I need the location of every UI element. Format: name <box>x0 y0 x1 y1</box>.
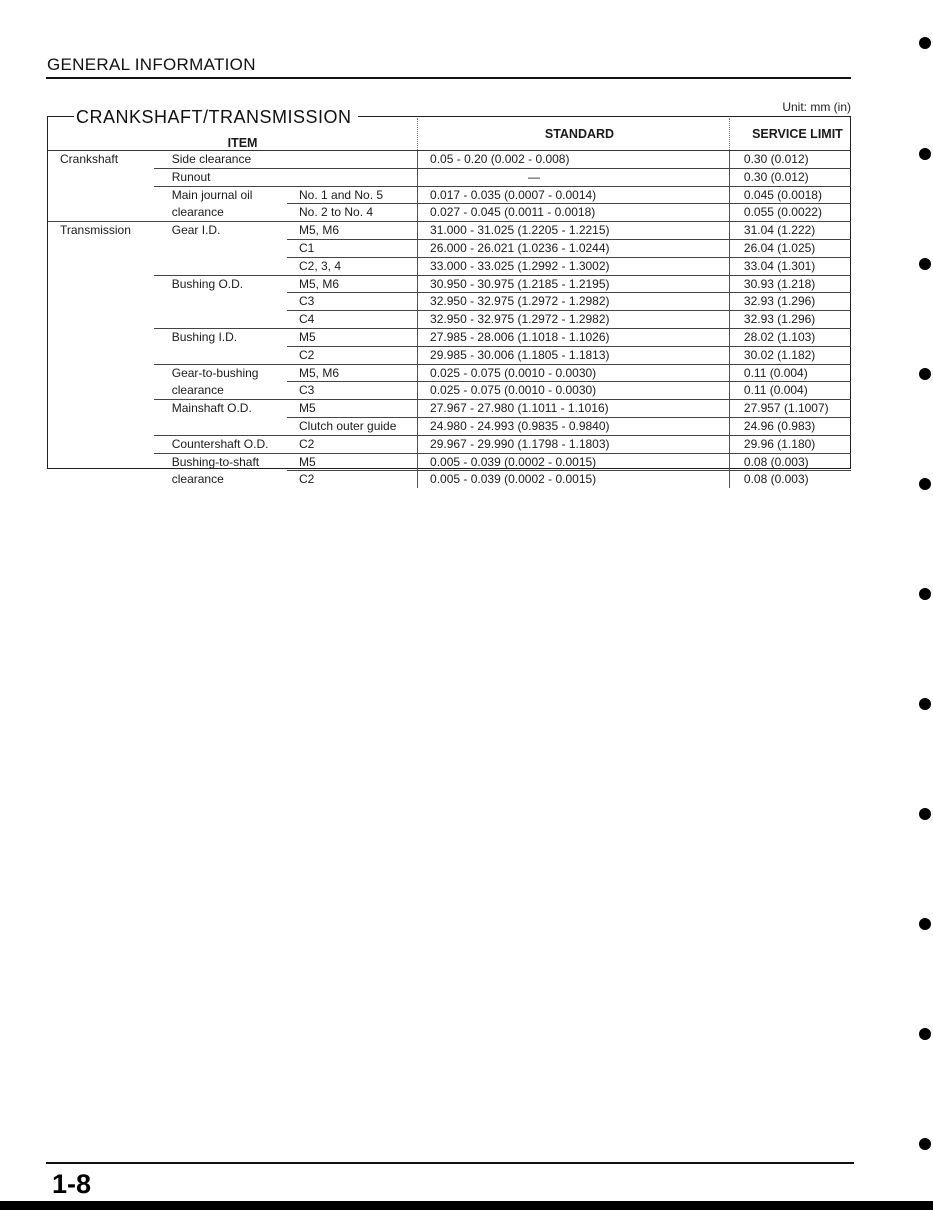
binding-hole-icon <box>919 258 931 270</box>
table-row <box>48 400 851 418</box>
item-cell: Bushing O.D. <box>171 276 244 291</box>
limit-cell: 32.93 (1.296) <box>729 293 851 311</box>
limit-cell: 0.30 (0.012) <box>729 151 851 169</box>
item-cell <box>154 257 287 275</box>
group-cell <box>48 417 154 435</box>
sub-item-cell: M5, M6 <box>287 222 418 240</box>
sub-item-cell: No. 1 and No. 5 <box>287 186 418 204</box>
page-number: 1-8 <box>52 1169 92 1199</box>
standard-cell: 32.950 - 32.975 (1.2972 - 1.2982) <box>418 311 730 329</box>
header-standard: STANDARD <box>418 118 730 151</box>
standard-cell: 24.980 - 24.993 (0.9835 - 0.9840) <box>418 417 730 435</box>
limit-cell: 31.04 (1.222) <box>729 222 851 240</box>
item-cell <box>154 239 287 257</box>
limit-cell: 0.11 (0.004) <box>729 364 851 382</box>
group-cell <box>48 364 154 382</box>
item-cell <box>154 311 287 329</box>
table-row <box>48 275 851 293</box>
standard-cell: 33.000 - 33.025 (1.2992 - 1.3002) <box>418 257 730 275</box>
standard-cell: 0.005 - 0.039 (0.0002 - 0.0015) <box>418 453 730 471</box>
binding-hole-icon <box>919 368 931 380</box>
standard-cell: 27.967 - 27.980 (1.1011 - 1.1016) <box>418 400 730 418</box>
limit-cell: 0.11 (0.004) <box>729 382 851 400</box>
limit-cell: 0.08 (0.003) <box>729 471 851 488</box>
item-cell: Bushing I.D. <box>171 329 238 344</box>
limit-cell: 27.957 (1.1007) <box>729 400 851 418</box>
group-cell: Transmission <box>60 223 131 238</box>
sub-item-cell: M5, M6 <box>287 275 418 293</box>
standard-cell: 31.000 - 31.025 (1.2205 - 1.2215) <box>418 222 730 240</box>
table-row <box>48 346 851 364</box>
unit-label: Unit: mm (in) <box>782 100 851 114</box>
table-row <box>48 293 851 311</box>
header-service-limit: SERVICE LIMIT <box>729 118 851 151</box>
sub-item-cell: C4 <box>287 311 418 329</box>
binding-hole-icon <box>919 478 931 490</box>
section-title: CRANKSHAFT/TRANSMISSION <box>74 107 358 128</box>
limit-cell: 28.02 (1.103) <box>729 328 851 346</box>
binding-hole-icon <box>919 1138 931 1150</box>
group-cell <box>48 328 154 346</box>
table-row <box>48 382 851 400</box>
item-cell <box>154 293 287 311</box>
group-cell <box>48 186 154 204</box>
table-row <box>48 311 851 329</box>
table-row <box>48 222 851 240</box>
binding-hole-icon <box>919 918 931 930</box>
sub-item-cell: C3 <box>287 382 418 400</box>
standard-cell: 32.950 - 32.975 (1.2972 - 1.2982) <box>418 293 730 311</box>
group-cell <box>48 346 154 364</box>
item-cell: Gear-to-bushing <box>171 365 259 380</box>
item-cell: clearance <box>154 382 287 400</box>
group-cell <box>48 453 154 471</box>
sub-item-cell: C2 <box>287 435 418 453</box>
table-row <box>48 239 851 257</box>
group-cell <box>48 400 154 418</box>
table-row <box>48 471 851 488</box>
standard-cell: 26.000 - 26.021 (1.0236 - 1.0244) <box>418 239 730 257</box>
item-cell: Main journal oil <box>171 187 253 202</box>
table-row <box>48 364 851 382</box>
group-cell <box>48 275 154 293</box>
binding-hole-icon <box>919 37 931 49</box>
group-cell <box>48 239 154 257</box>
item-cell: Mainshaft O.D. <box>171 401 252 416</box>
table-row <box>48 151 851 169</box>
group-cell <box>48 168 154 186</box>
standard-cell: 0.017 - 0.035 (0.0007 - 0.0014) <box>418 186 730 204</box>
table-row <box>48 453 851 471</box>
sub-item-cell: M5, M6 <box>287 364 418 382</box>
limit-cell: 30.93 (1.218) <box>729 275 851 293</box>
standard-cell: 0.025 - 0.075 (0.0010 - 0.0030) <box>418 364 730 382</box>
sub-item-cell: Clutch outer guide <box>287 417 418 435</box>
sub-item-cell: C1 <box>287 239 418 257</box>
limit-cell: 0.055 (0.0022) <box>729 204 851 222</box>
sub-item-cell: C3 <box>287 293 418 311</box>
sub-item-cell: M5 <box>287 328 418 346</box>
item-cell: Countershaft O.D. <box>154 435 287 453</box>
spec-table <box>48 118 851 488</box>
item-cell <box>154 417 287 435</box>
sub-item-cell <box>287 151 418 169</box>
limit-cell: 24.96 (0.983) <box>729 417 851 435</box>
group-cell <box>48 435 154 453</box>
binding-hole-icon <box>919 148 931 160</box>
standard-cell: 29.985 - 30.006 (1.1805 - 1.1813) <box>418 346 730 364</box>
sub-item-cell: M5 <box>287 453 418 471</box>
limit-cell: 26.04 (1.025) <box>729 239 851 257</box>
group-cell <box>48 293 154 311</box>
sub-item-cell: C2, 3, 4 <box>287 257 418 275</box>
standard-cell: 0.025 - 0.075 (0.0010 - 0.0030) <box>418 382 730 400</box>
item-cell: clearance <box>171 471 224 486</box>
limit-cell: 33.04 (1.301) <box>729 257 851 275</box>
sub-item-cell: C2 <box>287 346 418 364</box>
group-cell <box>48 257 154 275</box>
item-cell: Runout <box>154 168 287 186</box>
item-cell: Bushing-to-shaft <box>171 454 260 469</box>
table-row <box>48 186 851 204</box>
binding-hole-icon <box>919 588 931 600</box>
standard-cell: 0.05 - 0.20 (0.002 - 0.008) <box>418 151 730 169</box>
sub-item-cell <box>287 168 418 186</box>
standard-cell: 0.005 - 0.039 (0.0002 - 0.0015) <box>418 471 730 488</box>
item-cell: Gear I.D. <box>171 223 221 238</box>
header-item: ITEM <box>48 118 418 151</box>
binding-hole-icon <box>919 808 931 820</box>
table-row <box>48 435 851 453</box>
table-row <box>48 204 851 222</box>
sub-item-cell: No. 2 to No. 4 <box>287 204 418 222</box>
table-row <box>48 417 851 435</box>
standard-cell: 27.985 - 28.006 (1.1018 - 1.1026) <box>418 328 730 346</box>
standard-cell: 29.967 - 29.990 (1.1798 - 1.1803) <box>418 435 730 453</box>
footer-rule <box>46 1162 854 1164</box>
limit-cell: 29.96 (1.180) <box>729 435 851 453</box>
limit-cell: 32.93 (1.296) <box>729 311 851 329</box>
sub-item-cell: M5 <box>287 400 418 418</box>
group-cell <box>48 204 154 222</box>
table-row <box>48 168 851 186</box>
binding-hole-icon <box>919 1028 931 1040</box>
item-cell <box>154 346 287 364</box>
item-cell: Side clearance <box>154 151 287 169</box>
table-row <box>48 257 851 275</box>
header-rule <box>46 77 851 79</box>
standard-cell: — <box>418 168 730 186</box>
item-cell: clearance <box>154 204 287 222</box>
limit-cell: 30.02 (1.182) <box>729 346 851 364</box>
group-cell <box>48 382 154 400</box>
limit-cell: 0.045 (0.0018) <box>729 186 851 204</box>
standard-cell: 30.950 - 30.975 (1.2185 - 1.2195) <box>418 275 730 293</box>
table-row <box>48 328 851 346</box>
group-cell <box>48 311 154 329</box>
limit-cell: 0.30 (0.012) <box>729 168 851 186</box>
bottom-scan-band <box>0 1201 933 1210</box>
page-header-title: GENERAL INFORMATION <box>47 55 256 74</box>
group-cell <box>48 471 154 488</box>
group-cell: Crankshaft <box>60 152 119 166</box>
binding-hole-icon <box>919 698 931 710</box>
standard-cell: 0.027 - 0.045 (0.0011 - 0.0018) <box>418 204 730 222</box>
limit-cell: 0.08 (0.003) <box>729 453 851 471</box>
sub-item-cell: C2 <box>299 472 315 487</box>
